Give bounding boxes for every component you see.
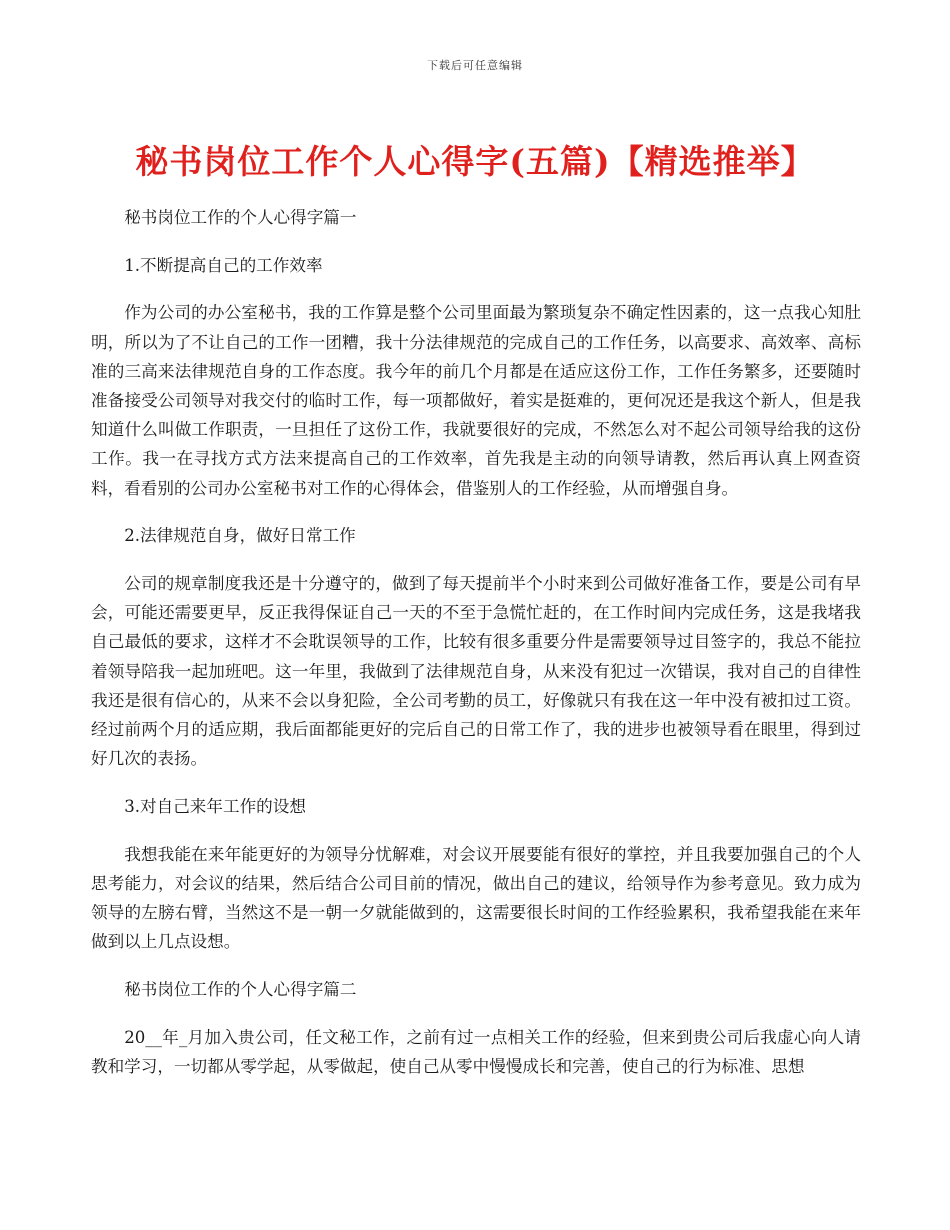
header-note: 下载后可任意编辑 bbox=[427, 59, 523, 72]
section-heading-article-2: 秘书岗位工作的个人心得字篇二 bbox=[124, 979, 357, 999]
paragraph-article-2-intro: 20__年_月加入贵公司，任文秘工作，之前有过一点相关工作的经验，但来到贵公司后我虚心向人请教和学习，一切都从零学起，从零做起，使自己从零中慢慢成长和完善，使自己的行为标准、思想 bbox=[91, 1027, 861, 1076]
subheading-next-year: 3.对自己来年工作的设想 bbox=[124, 796, 306, 816]
paragraph-efficiency: 作为公司的办公室秘书，我的工作算是整个公司里面最为繁琐复杂不确定性因素的，这一点我心知肚明，所以为了不让自己的工作一团糟，我十分法律规范的完成自己的工作任务，以高要求、高效率、高标准的三高来法律规范自身的工作态度。我今年的前几个月都是在适应这份工作，工作任务繁多，还要随时准备接受公司领导对我交付的临时工作，每一项都做好，着实是挺难的，更何况还是我这个新人，但是我知道什么叫做工作职责，一旦担任了这份工作，我就要很好的完成，不然怎么对不起公司领导给我的这份工作。我一在寻找方式方法来提高自己的工作效率，首先我是主动的向领导请教，然后再认真上网查资料，看看别的公司办公室秘书对工作的心得体会，借鉴别人的工作经验，从而增强自身。 bbox=[91, 303, 861, 498]
section-heading-article-1: 秘书岗位工作的个人心得字篇一 bbox=[124, 208, 357, 227]
document-title: 秘书岗位工作个人心得字(五篇)【精选推举】 bbox=[135, 142, 815, 181]
subheading-efficiency: 1.不断提高自己的工作效率 bbox=[124, 255, 323, 275]
document-body bbox=[91, 203, 861, 1100]
subheading-daily-work: 2.法律规范自身，做好日常工作 bbox=[124, 526, 356, 546]
paragraph-next-year: 我想我能在来年能更好的为领导分忧解难，对会议开展要能有很好的掌控，并且我要加强自己的个人思考能力，对会议的结果，然后结合公司目前的情况，做出自己的建议，给领导作为参考意见。致力成为领导的左膀右臂，当然这不是一朝一夕就能做到的，这需要很长时间的工作经验累积，我希望我能在来年做到以上几点设想。 bbox=[91, 844, 861, 952]
paragraph-daily-work: 公司的规章制度我还是十分遵守的，做到了每天提前半个小时来到公司做好准备工作，要是公司有早会，可能还需要更早，反正我得保证自己一天的不至于急慌忙赶的，在工作时间内完成任务，这是我堵我自己最低的要求，这样才不会耽误领导的工作，比较有很多重要分件是需要领导过目签字的，我总不能拉着领导陪我一起加班吧。这一年里，我做到了法律规范自身，从来没有犯过一次错误，我对自己的自律性我还是很有信心的，从来不会以身犯险，全公司考勤的员工，好像就只有我在这一年中没有被扣过工资。经过前两个月的适应期，我后面都能更好的完后自己的日常工作了，我的进步也被领导看在眼里，得到过好几次的表扬。 bbox=[91, 574, 861, 769]
